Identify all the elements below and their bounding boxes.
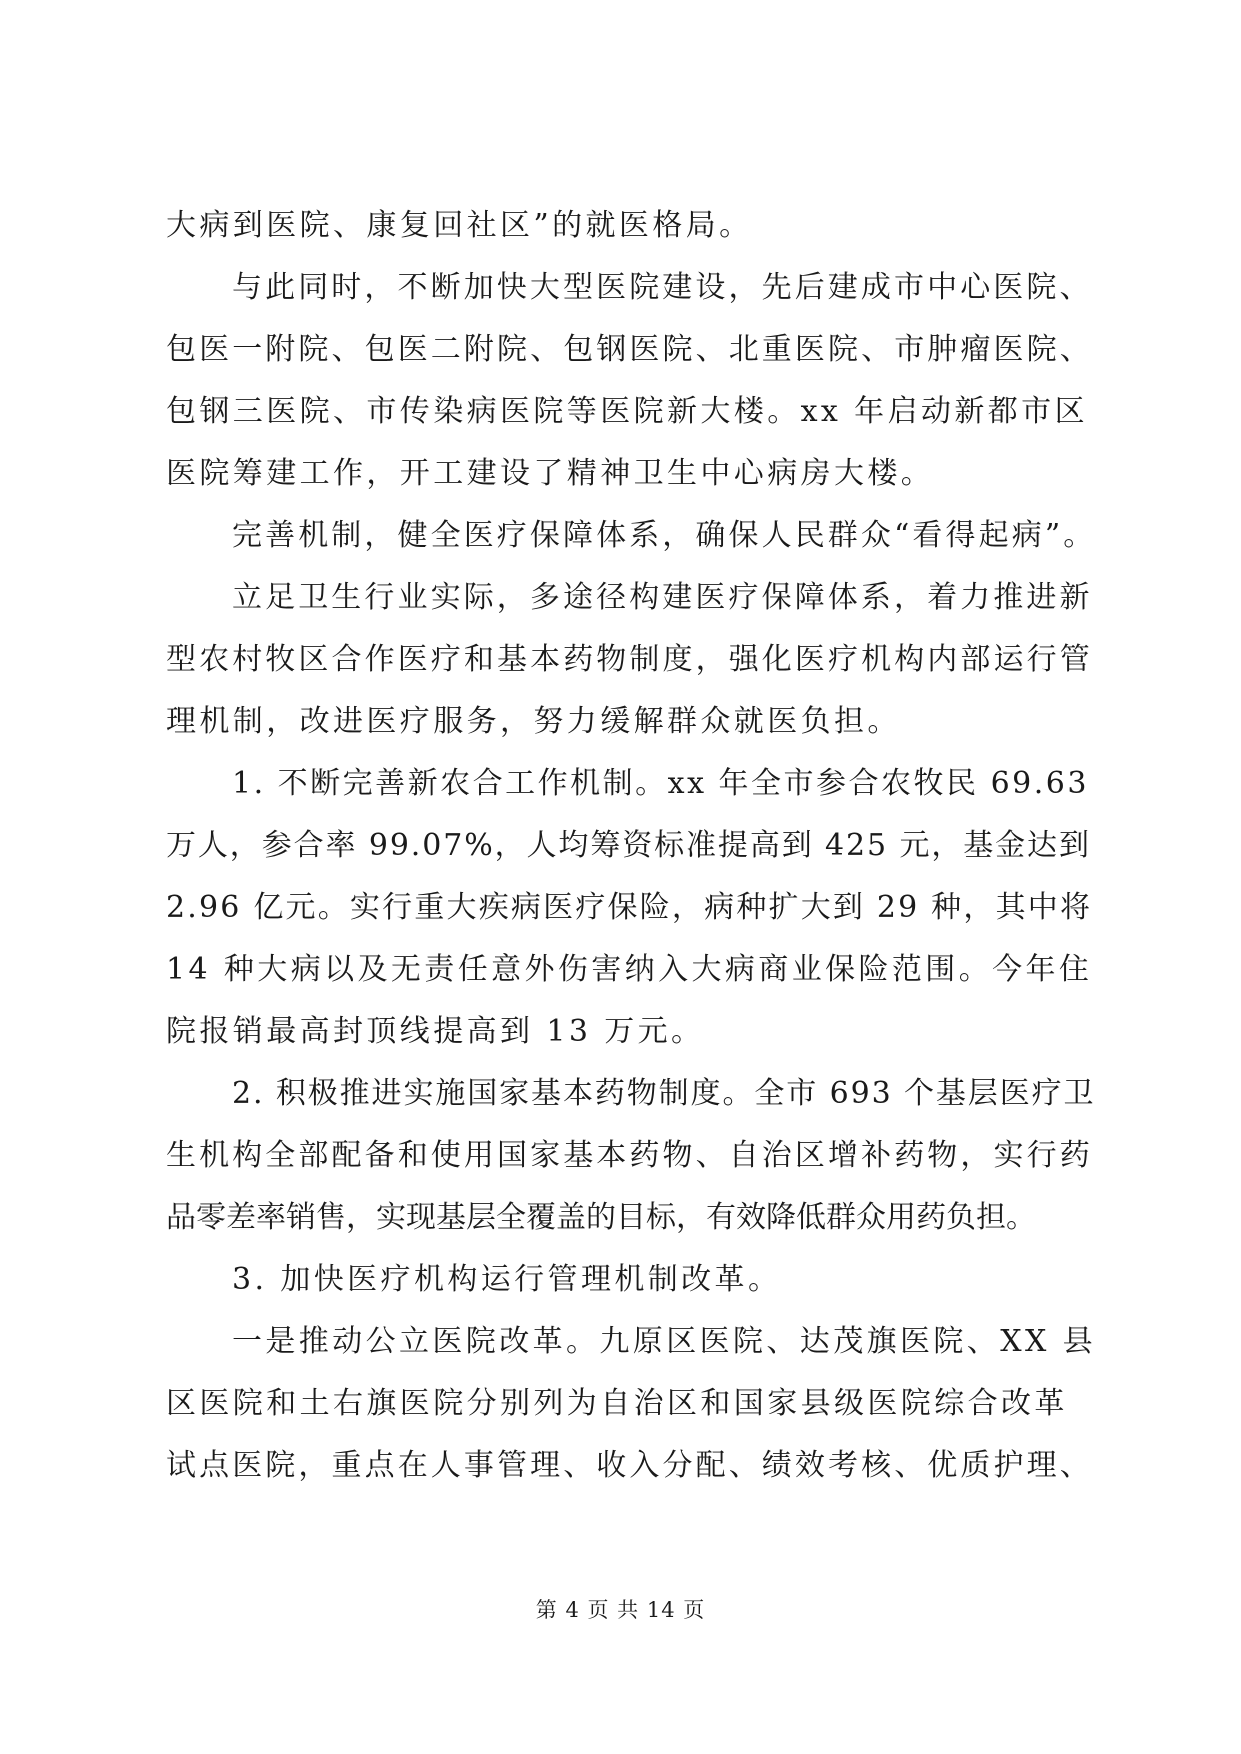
text-line: 包医一附院、包医二附院、包钢医院、北重医院、市肿瘤医院、: [166, 332, 1093, 367]
text-line: 大病到医院、康复回社区”的就医格局。: [166, 208, 753, 243]
text-line: 试点医院，重点在人事管理、收入分配、绩效考核、优质护理、: [166, 1448, 1093, 1483]
body-text: [166, 195, 1096, 1497]
text-line: 包钢三医院、市传染病医院等医院新大楼。xx 年启动新都市区: [166, 394, 1088, 429]
text-line: 2.96 亿元。实行重大疾病医疗保险，病种扩大到 29 种，其中将: [166, 890, 1093, 925]
text-line: 医院筹建工作，开工建设了精神卫生中心病房大楼。: [166, 456, 935, 491]
text-line: 区医院和土右旗医院分别列为自治区和国家县级医院综合改革: [166, 1386, 1068, 1421]
text-line: 2. 积极推进实施国家基本药物制度。全市 693 个基层医疗卫: [232, 1076, 1096, 1111]
text-line: 型农村牧区合作医疗和基本药物制度，强化医疗机构内部运行管: [166, 642, 1093, 677]
text-line: 14 种大病以及无责任意外伤害纳入大病商业保险范围。今年住: [166, 952, 1093, 987]
page-number-footer: 第 4 页 共 14 页: [535, 1598, 706, 1622]
text-line: 品零差率销售，实现基层全覆盖的目标，有效降低群众用药负担。: [166, 1200, 1036, 1235]
text-line: 生机构全部配备和使用国家基本药物、自治区增补药物，实行药: [166, 1138, 1093, 1173]
text-line: 一是推动公立医院改革。九原区医院、达茂旗医院、XX 县: [232, 1324, 1097, 1359]
text-line: 立足卫生行业实际，多途径构建医疗保障体系，着力推进新: [232, 580, 1093, 615]
text-line: 理机制，改进医疗服务，努力缓解群众就医负担。: [166, 704, 901, 739]
text-line: 完善机制，健全医疗保障体系，确保人民群众“看得起病”。: [232, 518, 1097, 553]
text-line: 院报销最高封顶线提高到 13 万元。: [166, 1014, 705, 1049]
text-line: 万人，参合率 99.07%，人均筹资标准提高到 425 元，基金达到: [166, 828, 1091, 863]
text-line: 与此同时，不断加快大型医院建设，先后建成市中心医院、: [232, 270, 1093, 305]
text-line: 3. 加快医疗机构运行管理机制改革。: [232, 1262, 782, 1297]
text-line: 1. 不断完善新农合工作机制。xx 年全市参合农牧民 69.63: [232, 766, 1089, 801]
